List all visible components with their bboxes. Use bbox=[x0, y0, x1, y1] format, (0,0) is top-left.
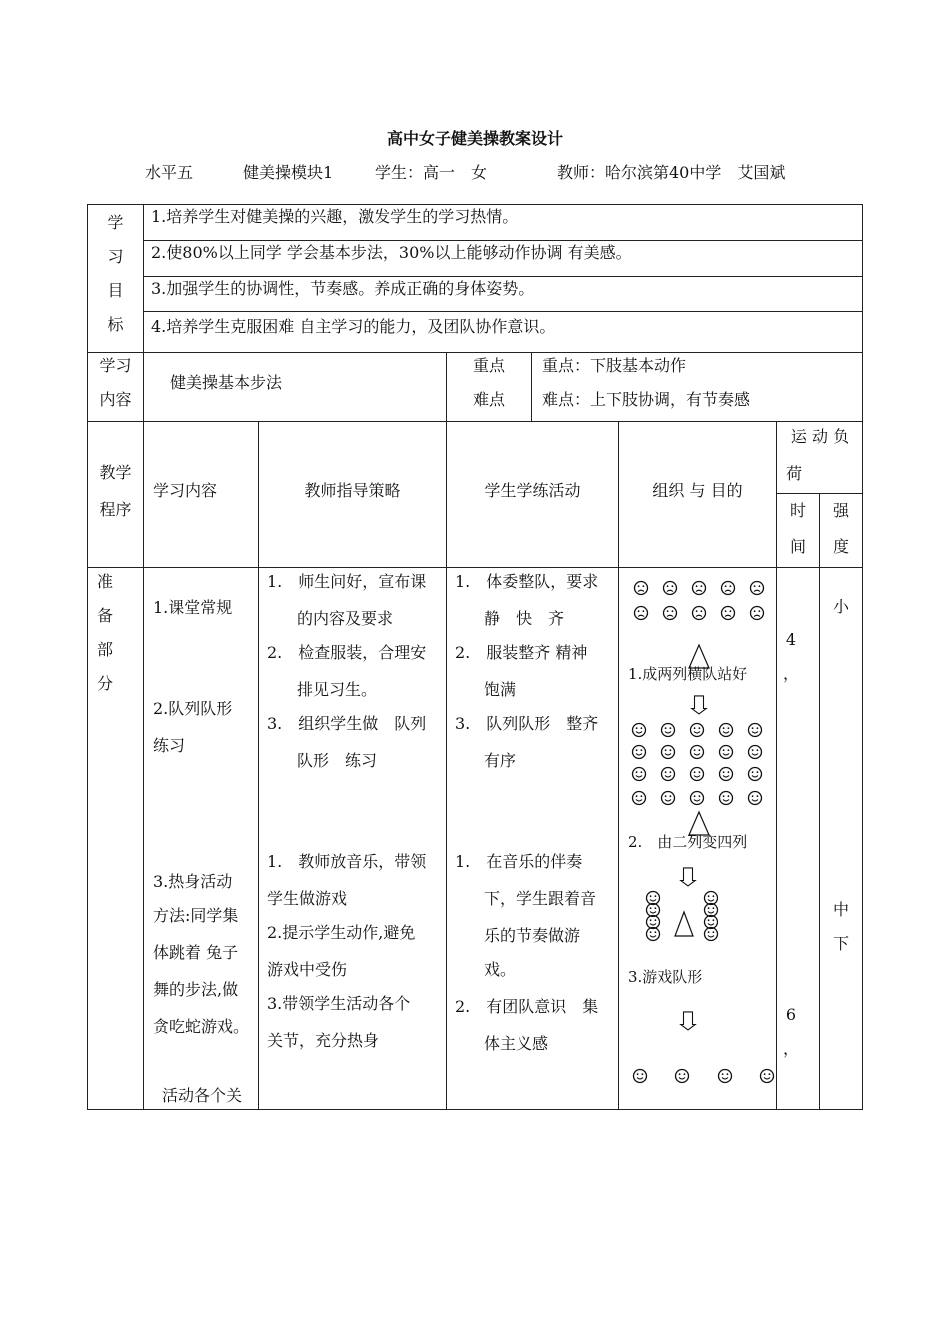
header-organization: 组织 与 目的 bbox=[652, 481, 743, 500]
student-activity-7: 1. 在音乐的伴奏 bbox=[455, 852, 583, 871]
time-1: 4 bbox=[785, 630, 797, 649]
teacher-triangle-3 bbox=[675, 912, 693, 936]
header-intensity-2: 度 bbox=[832, 537, 849, 556]
student-activity-1: 1. 体委整队，要求 bbox=[455, 572, 599, 591]
student-activity-3: 2. 服装整齐 精神 bbox=[455, 643, 588, 662]
prep-label-2: 备 bbox=[96, 606, 113, 625]
content-item-1: 1.课堂常规 bbox=[153, 598, 233, 617]
objectives-label-4: 标 bbox=[107, 315, 124, 334]
student-activity-6: 有序 bbox=[484, 751, 517, 770]
students-label: 学生：高一 女 bbox=[375, 163, 488, 182]
content-item-2a: 2.队列队形 bbox=[153, 699, 233, 718]
header-content: 学习内容 bbox=[153, 481, 218, 500]
teacher-strategy-12: 关节，充分热身 bbox=[267, 1031, 380, 1050]
prep-label-1: 准 bbox=[96, 572, 113, 591]
content-item-3d: 舞的步法,做 bbox=[153, 980, 239, 999]
formation-two-rows bbox=[635, 582, 764, 620]
header-load-1: 运 动 负 bbox=[790, 427, 850, 446]
difficult-label: 难点 bbox=[472, 390, 505, 409]
objectives-label-2: 习 bbox=[107, 247, 124, 266]
header-teacher: 教师指导策略 bbox=[304, 481, 401, 500]
prep-label-4: 分 bbox=[96, 674, 113, 693]
objective-4: 4.培养学生克服困难 自主学习的能力，及团队协作意识。 bbox=[151, 317, 556, 336]
teacher-label: 教师：哈尔滨第40中学 艾国斌 bbox=[557, 163, 786, 182]
prep-label-3: 部 bbox=[96, 640, 113, 659]
student-activity-4: 饱满 bbox=[484, 680, 517, 699]
key-label: 重点 bbox=[472, 356, 505, 375]
header-time-2: 间 bbox=[789, 537, 806, 556]
teacher-strategy-2: 的内容及要求 bbox=[297, 609, 394, 628]
teacher-strategy-3: 2. 检查服装，合理安 bbox=[267, 643, 427, 662]
header-intensity-1: 强 bbox=[832, 501, 849, 520]
teacher-strategy-8: 学生做游戏 bbox=[267, 889, 348, 908]
intensity-2b: 下 bbox=[832, 934, 849, 953]
org-step-3: 3.游戏队形 bbox=[628, 968, 703, 986]
arrow-down-icon bbox=[692, 696, 706, 714]
content-item-3b: 方法:同学集 bbox=[153, 906, 239, 925]
header-procedure-1: 教学 bbox=[99, 463, 132, 482]
arrow-down-icon-3 bbox=[681, 1012, 695, 1030]
objective-3: 3.加强学生的协调性，节奏感。养成正确的身体姿势。 bbox=[151, 279, 535, 298]
teacher-strategy-11: 3.带领学生活动各个 bbox=[267, 994, 411, 1013]
teacher-strategy-6: 队形 练习 bbox=[297, 751, 378, 770]
org-step-2: 2. 由二列变四列 bbox=[628, 833, 748, 851]
header-procedure-2: 程序 bbox=[99, 500, 132, 519]
page-title: 高中女子健美操教案设计 bbox=[386, 129, 563, 148]
intensity-2a: 中 bbox=[832, 900, 849, 919]
teacher-strategy-7: 1. 教师放音乐，带领 bbox=[267, 852, 427, 871]
level-label: 水平五 bbox=[145, 163, 194, 182]
teacher-strategy-5: 3. 组织学生做 队列 bbox=[267, 714, 427, 733]
student-activity-9: 乐的节奏做游 bbox=[484, 926, 581, 945]
student-activity-2: 静 快 齐 bbox=[484, 609, 565, 628]
teacher-strategy-9: 2.提示学生动作,避免 bbox=[267, 923, 416, 942]
module-label: 健美操模块1 bbox=[243, 163, 334, 182]
content-label-1: 学习 bbox=[99, 356, 132, 375]
student-activity-12: 体主义感 bbox=[484, 1034, 549, 1053]
intensity-1: 小 bbox=[832, 597, 849, 616]
student-activity-11: 2. 有团队意识 集 bbox=[455, 997, 599, 1016]
content-label-2: 内容 bbox=[99, 390, 132, 409]
content-item-3a: 3.热身活动 bbox=[153, 872, 233, 891]
objectives-label-1: 学 bbox=[107, 213, 124, 232]
formation-game-line bbox=[634, 1070, 774, 1083]
difficult-point: 难点：上下肢协调，有节奏感 bbox=[542, 390, 751, 409]
content-item-3e: 贪吃蛇游戏。 bbox=[153, 1017, 250, 1036]
objectives-label-3: 目 bbox=[107, 281, 124, 300]
org-step-1: 1.成两列横队站好 bbox=[628, 665, 748, 683]
formation-four-columns bbox=[633, 724, 762, 805]
teacher-strategy-4: 排见习生。 bbox=[297, 680, 378, 699]
content-item-2b: 练习 bbox=[153, 736, 186, 755]
objective-1: 1.培养学生对健美操的兴趣，激发学生的学习热情。 bbox=[151, 207, 519, 226]
header-time-1: 时 bbox=[789, 501, 806, 520]
student-activity-10: 戏。 bbox=[484, 960, 517, 979]
objective-2: 2.使80%以上同学 学会基本步法，30%以上能够动作协调 有美感。 bbox=[151, 243, 632, 262]
header-student: 学生学练活动 bbox=[484, 481, 581, 500]
lesson-content: 健美操基本步法 bbox=[170, 373, 283, 392]
student-activity-8: 下，学生跟着音 bbox=[484, 889, 597, 908]
key-point: 重点：下肢基本动作 bbox=[542, 356, 687, 375]
time-2-sep: ， bbox=[782, 1039, 799, 1058]
student-activity-5: 3. 队列队形 整齐 bbox=[455, 714, 599, 733]
time-1-sep: ， bbox=[782, 664, 799, 683]
content-item-4: 活动各个关 bbox=[162, 1086, 243, 1105]
content-item-3c: 体跳着 兔子 bbox=[153, 943, 239, 962]
header-load-2: 荷 bbox=[786, 464, 803, 483]
time-2: 6 bbox=[785, 1005, 797, 1024]
arrow-down-icon-2 bbox=[681, 868, 695, 886]
teacher-strategy-10: 游戏中受伤 bbox=[267, 960, 348, 979]
teacher-strategy-1: 1. 师生问好，宣布课 bbox=[267, 572, 427, 591]
